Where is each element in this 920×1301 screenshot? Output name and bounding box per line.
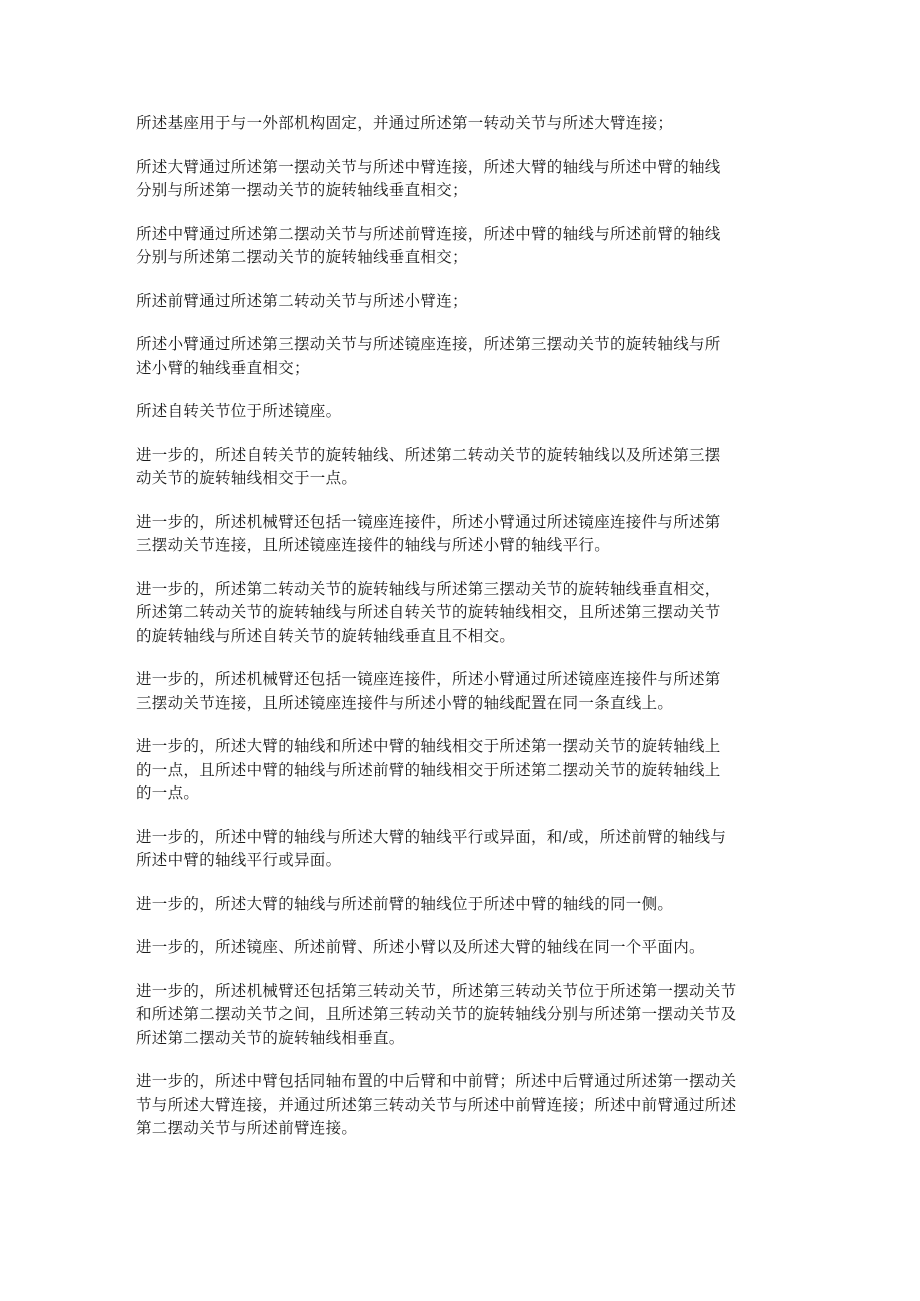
paragraph-15: 进一步的，所述机械臂还包括第三转动关节，所述第三转动关节位于所述第一摆动关节 和所述第二摆动关节之间，且所述第三转动关节的旋转轴线分别与所述第一摆动关节及 所述第二摆动关节的旋转轴线相垂直。 [136,981,737,1047]
paragraph-16: 进一步的，所述中臂包括同轴布置的中后臂和中前臂；所述中后臂通过所述第一摆动关 节与所述大臂连接，并通过所述第三转动关节与所述中前臂连接；所述中前臂通过所述 第二摆动关节与所述前臂连接。 [136,1072,737,1137]
paragraph-2: 所述大臂通过所述第一摆动关节与所述中臂连接，所述大臂的轴线与所述中臂的轴线 分别与所述第一摆动关节的旋转轴线垂直相交； [136,157,721,199]
document-body [136,112,786,1161]
paragraph-14: 进一步的，所述镜座、所述前臂、所述小臂以及所述大臂的轴线在同一个平面内。 [136,938,705,956]
paragraph-6: 所述自转关节位于所述镜座。 [136,402,342,420]
paragraph-10: 进一步的，所述机械臂还包括一镜座连接件，所述小臂通过所述镜座连接件与所述第 三摆动关节连接，且所述镜座连接件与所述小臂的轴线配置在同一条直线上。 [136,670,721,712]
paragraph-11: 进一步的，所述大臂的轴线和所述中臂的轴线相交于所述第一摆动关节的旋转轴线上 的一点，且所述中臂的轴线与所述前臂的轴线相交于所述第二摆动关节的旋转轴线上 的一点。 [136,737,721,802]
paragraph-13: 进一步的，所述大臂的轴线与所述前臂的轴线位于所述中臂的轴线的同一侧。 [136,894,674,913]
paragraph-4: 所述前臂通过所述第二转动关节与所述小臂连； [136,291,468,310]
paragraph-12: 进一步的，所述中臂的轴线与所述大臂的轴线平行或异面，和/或，所述前臂的轴线与 所述中臂的轴线平行或异面。 [136,827,727,869]
paragraph-8: 进一步的，所述机械臂还包括一镜座连接件，所述小臂通过所述镜座连接件与所述第 三摆动关节连接，且所述镜座连接件的轴线与所述小臂的轴线平行。 [136,512,721,554]
paragraph-1: 所述基座用于与一外部机构固定，并通过所述第一转动关节与所述大臂连接； [136,114,674,132]
paragraph-9: 进一步的，所述第二转动关节的旋转轴线与所述第三摆动关节的旋转轴线垂直相交， 所述第二转动关节的旋转轴线与所述自转关节的旋转轴线相交，且所述第三摆动关节 的旋转轴线与所述自转关节的旋转轴线垂直且不相交。 [136,579,721,645]
paragraph-5: 所述小臂通过所述第三摆动关节与所述镜座连接，所述第三摆动关节的旋转轴线与所 述小臂的轴线垂直相交； [136,335,721,377]
paragraph-3: 所述中臂通过所述第二摆动关节与所述前臂连接，所述中臂的轴线与所述前臂的轴线 分别与所述第二摆动关节的旋转轴线垂直相交； [136,224,721,266]
paragraph-7: 进一步的，所述自转关节的旋转轴线、所述第二转动关节的旋转轴线以及所述第三摆 动关节的旋转轴线相交于一点。 [136,445,721,487]
